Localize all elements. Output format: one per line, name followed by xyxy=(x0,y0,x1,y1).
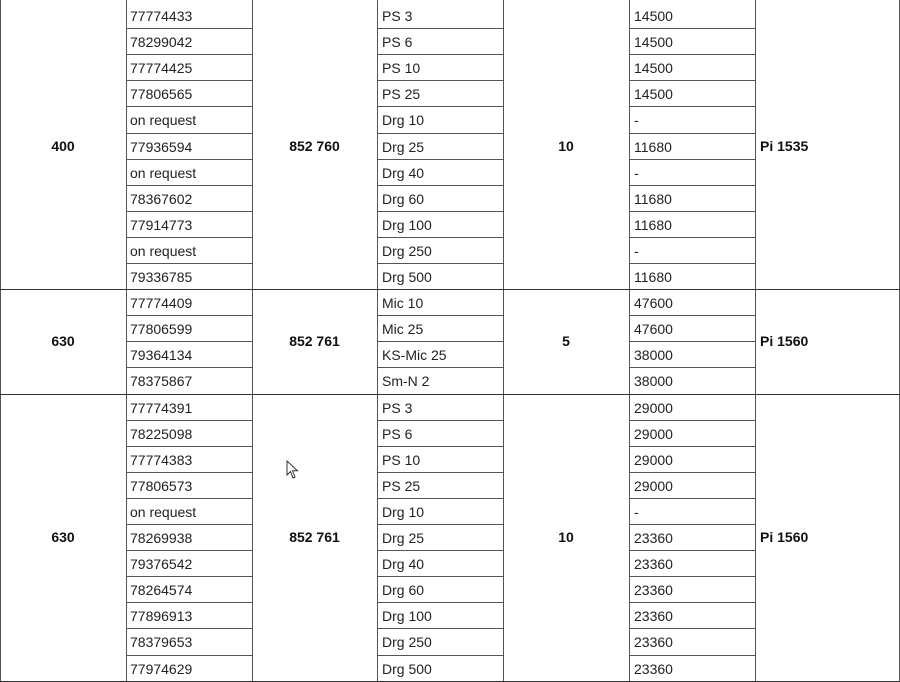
type-cell: Drg 40 xyxy=(382,556,425,572)
article-number-cell: 77936594 xyxy=(130,139,193,155)
size-cell: 400 xyxy=(51,138,75,154)
type-cell: Drg 10 xyxy=(382,112,425,128)
article-number-cell: 77974629 xyxy=(130,661,193,677)
type-cell: PS 6 xyxy=(382,426,413,442)
type-cell: PS 10 xyxy=(382,60,421,76)
value-cell: 23360 xyxy=(634,634,673,650)
type-cell: PS 3 xyxy=(382,8,413,24)
row-divider xyxy=(629,498,755,499)
value-cell: 23360 xyxy=(634,661,673,677)
value-cell: - xyxy=(634,112,639,128)
article-number-cell: 77774433 xyxy=(130,8,193,24)
article-number-cell: 78269938 xyxy=(130,530,193,546)
article-number-cell: 78379653 xyxy=(130,634,193,650)
article-number-cell: 78225098 xyxy=(130,426,193,442)
type-cell: Mic 10 xyxy=(382,295,424,311)
article-number-cell: on request xyxy=(130,112,197,128)
reference-cell: 852 760 xyxy=(289,138,340,154)
value-cell: 14500 xyxy=(634,8,673,24)
article-number-cell: 79364134 xyxy=(130,347,193,363)
value-cell: 14500 xyxy=(634,34,673,50)
value-cell: 11680 xyxy=(634,217,672,233)
article-number-cell: 77774383 xyxy=(130,452,193,468)
value-cell: 11680 xyxy=(634,191,672,207)
reference-cell: 852 761 xyxy=(289,529,340,545)
article-number-cell: 78367602 xyxy=(130,191,193,207)
value-cell: 29000 xyxy=(634,478,673,494)
column-divider xyxy=(755,0,756,682)
pack-cell: 10 xyxy=(558,529,574,545)
type-cell: Drg 250 xyxy=(382,243,432,259)
code-cell: Pi 1560 xyxy=(760,529,809,545)
size-cell: 630 xyxy=(51,529,75,545)
article-number-cell: 77774409 xyxy=(130,295,193,311)
type-cell: Drg 250 xyxy=(382,634,432,650)
article-number-cell: 77806565 xyxy=(130,86,193,102)
type-cell: Drg 500 xyxy=(382,269,432,285)
mouse-cursor-icon xyxy=(286,460,300,480)
type-cell: PS 25 xyxy=(382,86,421,102)
value-cell: 38000 xyxy=(634,373,673,389)
code-cell: Pi 1560 xyxy=(760,333,809,349)
type-cell: Drg 100 xyxy=(382,608,432,624)
row-divider xyxy=(629,159,755,160)
value-cell: 23360 xyxy=(634,530,673,546)
article-number-cell: 77806599 xyxy=(130,321,193,337)
value-cell: 11680 xyxy=(634,269,672,285)
value-cell: 23360 xyxy=(634,608,673,624)
article-number-cell: on request xyxy=(130,504,197,520)
article-number-cell: 77774425 xyxy=(130,60,193,76)
type-cell: Drg 60 xyxy=(382,191,425,207)
value-cell: - xyxy=(634,504,639,520)
value-cell: 29000 xyxy=(634,400,673,416)
article-number-cell: 78299042 xyxy=(130,34,193,50)
article-number-cell: 77896913 xyxy=(130,608,193,624)
article-number-cell: on request xyxy=(130,165,197,181)
pack-cell: 10 xyxy=(558,138,574,154)
article-number-cell: 77774391 xyxy=(130,400,193,416)
value-cell: 29000 xyxy=(634,452,673,468)
value-cell: 38000 xyxy=(634,347,673,363)
type-cell: PS 3 xyxy=(382,400,413,416)
value-cell: 47600 xyxy=(634,321,673,337)
value-cell: 14500 xyxy=(634,86,673,102)
code-cell: Pi 1535 xyxy=(760,138,809,154)
value-cell: 29000 xyxy=(634,426,673,442)
value-cell: - xyxy=(634,243,639,259)
article-number-cell: 79336785 xyxy=(130,269,193,285)
type-cell: Mic 25 xyxy=(382,321,424,337)
type-cell: PS 25 xyxy=(382,478,421,494)
size-cell: 630 xyxy=(51,333,75,349)
value-cell: 11680 xyxy=(634,139,672,155)
pack-cell: 5 xyxy=(562,333,570,349)
value-cell: - xyxy=(634,165,639,181)
type-cell: Drg 25 xyxy=(382,139,425,155)
type-cell: Sm-N 2 xyxy=(382,373,430,389)
article-number-cell: 77914773 xyxy=(130,217,193,233)
type-cell: Drg 500 xyxy=(382,661,432,677)
type-cell: KS-Mic 25 xyxy=(382,347,447,363)
value-cell: 47600 xyxy=(634,295,673,311)
article-number-cell: 77806573 xyxy=(130,478,193,494)
row-divider xyxy=(629,106,755,107)
type-cell: Drg 10 xyxy=(382,504,425,520)
article-number-cell: on request xyxy=(130,243,197,259)
value-cell: 14500 xyxy=(634,60,673,76)
article-number-cell: 78264574 xyxy=(130,582,193,598)
type-cell: Drg 40 xyxy=(382,165,425,181)
value-cell: 23360 xyxy=(634,556,673,572)
type-cell: Drg 60 xyxy=(382,582,425,598)
type-cell: Drg 25 xyxy=(382,530,425,546)
article-number-cell: 79376542 xyxy=(130,556,193,572)
type-cell: Drg 100 xyxy=(382,217,432,233)
value-cell: 23360 xyxy=(634,582,673,598)
article-number-cell: 78375867 xyxy=(130,373,193,389)
type-cell: PS 10 xyxy=(382,452,421,468)
type-cell: PS 6 xyxy=(382,34,413,50)
reference-cell: 852 761 xyxy=(289,333,340,349)
row-divider xyxy=(629,237,755,238)
